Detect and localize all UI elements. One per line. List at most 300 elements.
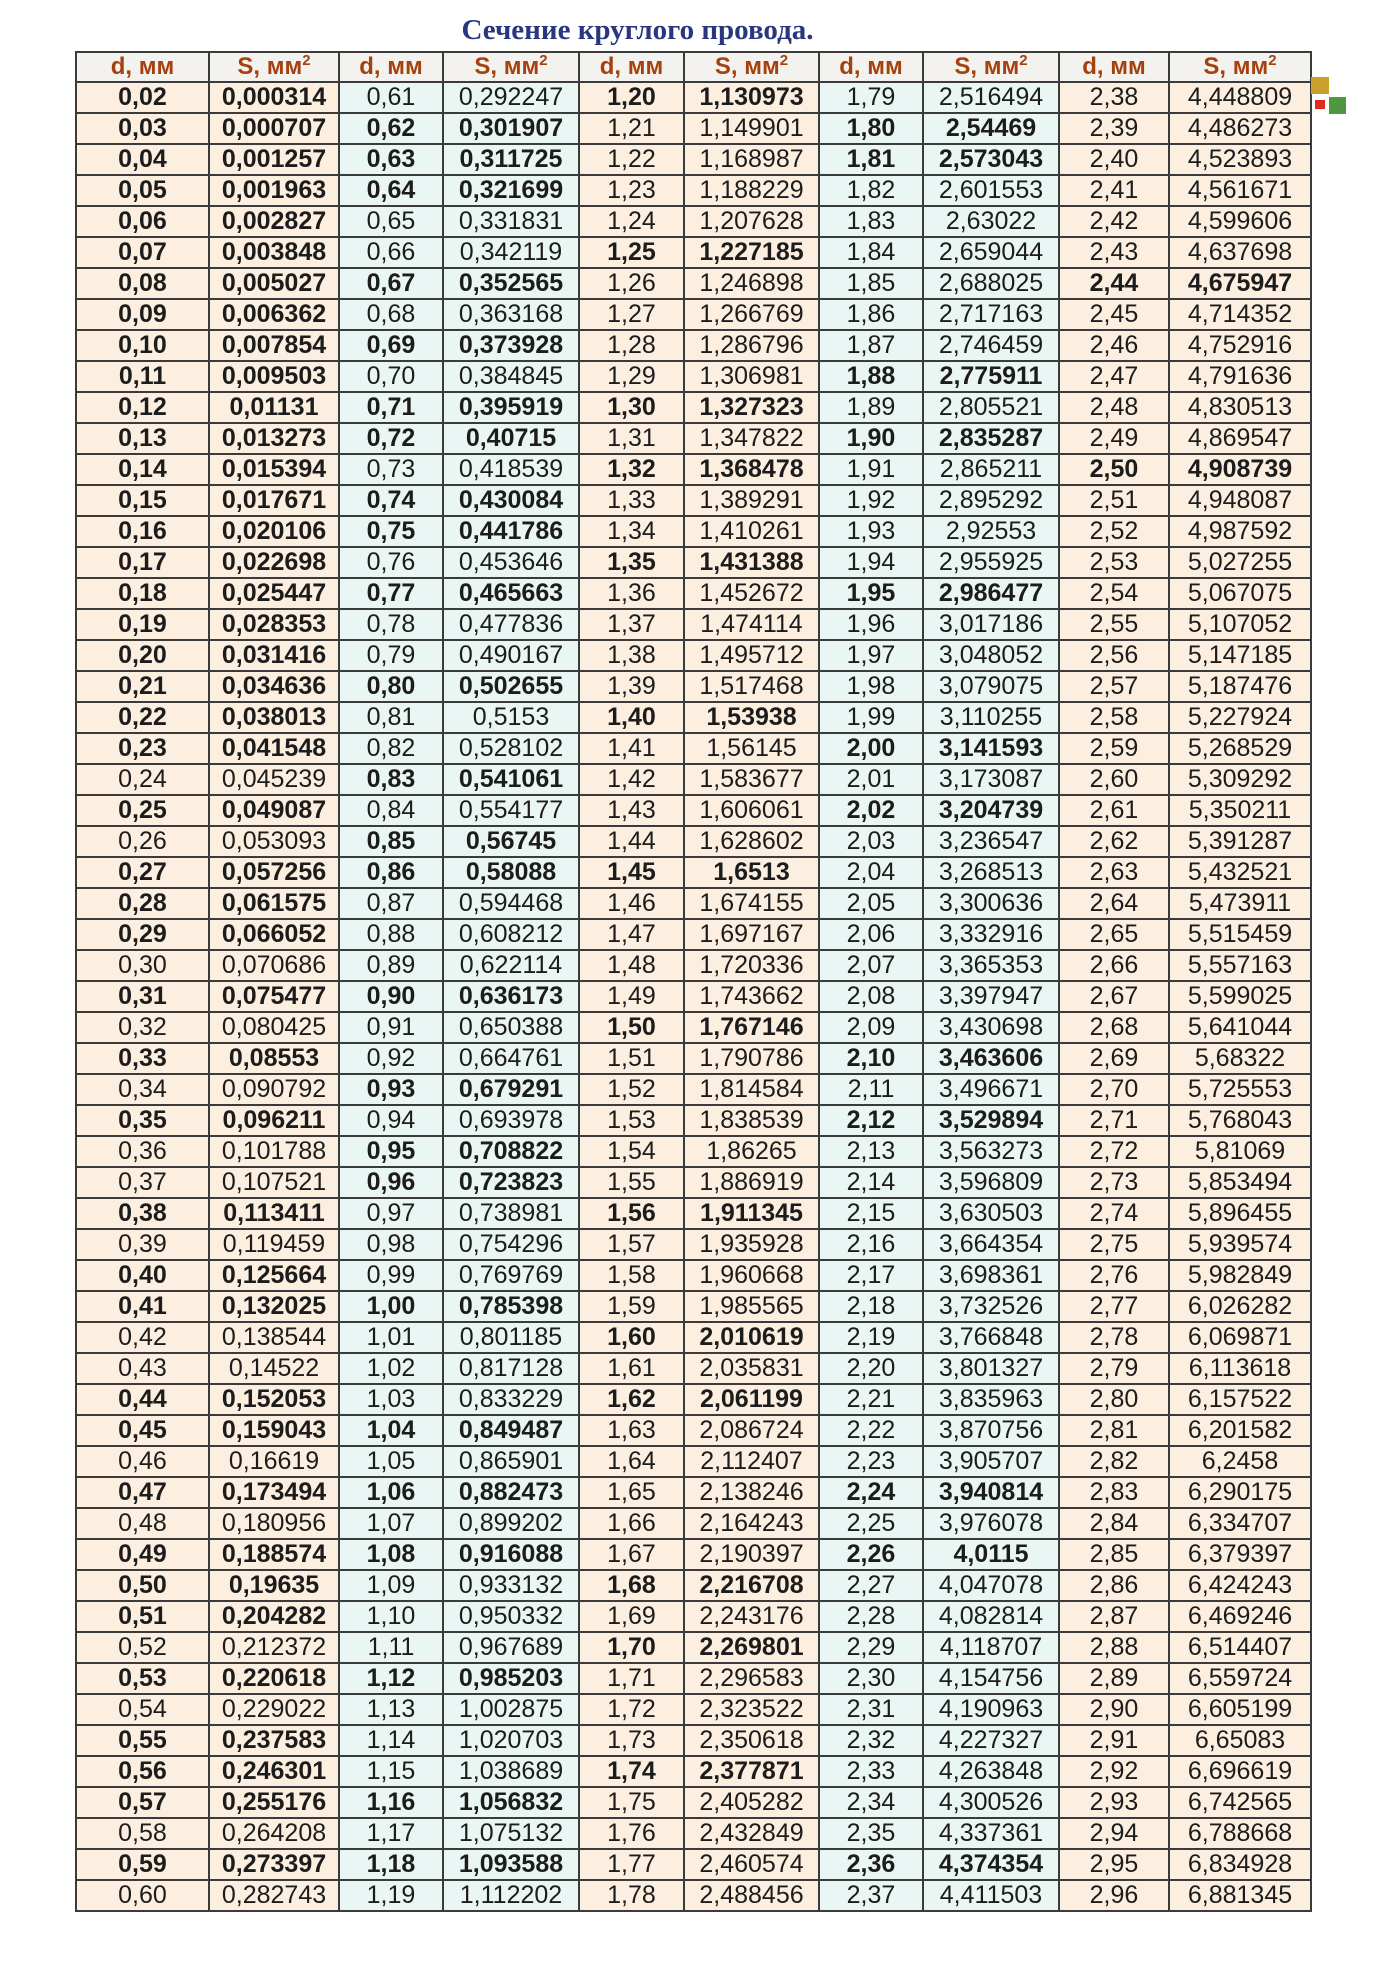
s-cell: 0,009503 [209,361,339,392]
d-cell: 2,70 [1059,1074,1169,1105]
d-cell: 2,18 [819,1291,923,1322]
s-cell: 6,696619 [1169,1756,1311,1787]
d-cell: 0,31 [76,981,209,1012]
table-row [76,950,1311,981]
d-cell: 1,61 [579,1353,684,1384]
table-row [76,1787,1311,1818]
d-cell: 0,32 [76,1012,209,1043]
d-cell: 2,68 [1059,1012,1169,1043]
header-cell-s: S, $мм^2$ [684,52,819,82]
s-cell: 0,754296 [443,1229,579,1260]
d-cell: 0,89 [339,950,443,981]
s-cell: 3,596809 [923,1167,1059,1198]
s-cell: 2,061199 [684,1384,819,1415]
d-cell: 1,07 [339,1508,443,1539]
s-cell: 0,899202 [443,1508,579,1539]
d-cell: 2,48 [1059,392,1169,423]
d-cell: 1,06 [339,1477,443,1508]
s-cell: 0,020106 [209,516,339,547]
s-cell: 4,448809 [1169,82,1311,113]
d-cell: 2,09 [819,1012,923,1043]
d-cell: 1,28 [579,330,684,361]
s-cell: 2,164243 [684,1508,819,1539]
d-cell: 0,24 [76,764,209,795]
s-cell: 0,490167 [443,640,579,671]
s-cell: 0,031416 [209,640,339,671]
s-cell: 3,976078 [923,1508,1059,1539]
d-cell: 1,22 [579,144,684,175]
d-cell: 1,84 [819,237,923,268]
table-row [76,578,1311,609]
s-cell: 5,268529 [1169,733,1311,764]
s-cell: 0,622114 [443,950,579,981]
d-cell: 2,23 [819,1446,923,1477]
d-cell: 2,63 [1059,857,1169,888]
table-row [76,1818,1311,1849]
d-cell: 1,09 [339,1570,443,1601]
s-cell: 3,870756 [923,1415,1059,1446]
s-cell: 1,246898 [684,268,819,299]
table-row [76,1384,1311,1415]
s-cell: 3,430698 [923,1012,1059,1043]
s-cell: 5,557163 [1169,950,1311,981]
d-cell: 0,39 [76,1229,209,1260]
s-cell: 0,229022 [209,1694,339,1725]
s-cell: 0,465663 [443,578,579,609]
s-cell: 2,659044 [923,237,1059,268]
s-cell: 0,025447 [209,578,339,609]
d-cell: 2,69 [1059,1043,1169,1074]
d-cell: 2,80 [1059,1384,1169,1415]
d-cell: 1,24 [579,206,684,237]
d-cell: 2,89 [1059,1663,1169,1694]
d-cell: 0,93 [339,1074,443,1105]
s-cell: 3,236547 [923,826,1059,857]
header-cell-d: d, мм [579,52,684,82]
s-cell: 1,886919 [684,1167,819,1198]
s-cell: 0,342119 [443,237,579,268]
d-cell: 2,60 [1059,764,1169,795]
d-cell: 0,08 [76,268,209,299]
d-cell: 1,66 [579,1508,684,1539]
s-cell: 0,049087 [209,795,339,826]
s-cell: 1,517468 [684,671,819,702]
d-cell: 1,00 [339,1291,443,1322]
s-cell: 0,430084 [443,485,579,516]
d-cell: 2,78 [1059,1322,1169,1353]
s-cell: 1,410261 [684,516,819,547]
s-cell: 3,835963 [923,1384,1059,1415]
d-cell: 0,91 [339,1012,443,1043]
d-cell: 0,99 [339,1260,443,1291]
table-row [76,671,1311,702]
s-cell: 0,132025 [209,1291,339,1322]
table-row [76,888,1311,919]
d-cell: 2,76 [1059,1260,1169,1291]
table-row [76,1849,1311,1880]
s-cell: 0,650388 [443,1012,579,1043]
table-row [76,485,1311,516]
s-cell: 0,041548 [209,733,339,764]
d-cell: 1,36 [579,578,684,609]
s-cell: 0,237583 [209,1725,339,1756]
s-cell: 0,005027 [209,268,339,299]
d-cell: 2,59 [1059,733,1169,764]
s-cell: 6,157522 [1169,1384,1311,1415]
d-cell: 2,71 [1059,1105,1169,1136]
d-cell: 0,44 [76,1384,209,1415]
header-cell-d: d, мм [1059,52,1169,82]
s-cell: 6,469246 [1169,1601,1311,1632]
d-cell: 0,17 [76,547,209,578]
s-cell: 5,81069 [1169,1136,1311,1167]
s-cell: 0,395919 [443,392,579,423]
d-cell: 1,45 [579,857,684,888]
s-cell: 2,350618 [684,1725,819,1756]
table-row [76,1725,1311,1756]
s-cell: 6,424243 [1169,1570,1311,1601]
table-row [76,454,1311,485]
d-cell: 2,62 [1059,826,1169,857]
s-cell: 0,096211 [209,1105,339,1136]
d-cell: 2,44 [1059,268,1169,299]
d-cell: 0,83 [339,764,443,795]
d-cell: 0,47 [76,1477,209,1508]
d-cell: 2,42 [1059,206,1169,237]
s-cell: 1,227185 [684,237,819,268]
s-cell: 6,026282 [1169,1291,1311,1322]
table-row [76,1446,1311,1477]
d-cell: 1,03 [339,1384,443,1415]
d-cell: 2,15 [819,1198,923,1229]
d-cell: 0,19 [76,609,209,640]
d-cell: 0,51 [76,1601,209,1632]
table-row [76,1694,1311,1725]
d-cell: 2,24 [819,1477,923,1508]
s-cell: 6,379397 [1169,1539,1311,1570]
table-row [76,1353,1311,1384]
d-cell: 1,33 [579,485,684,516]
d-cell: 2,55 [1059,609,1169,640]
table-row [76,826,1311,857]
s-cell: 2,865211 [923,454,1059,485]
d-cell: 2,73 [1059,1167,1169,1198]
d-cell: 2,64 [1059,888,1169,919]
d-cell: 2,31 [819,1694,923,1725]
d-cell: 0,26 [76,826,209,857]
d-cell: 1,50 [579,1012,684,1043]
d-cell: 0,64 [339,175,443,206]
s-cell: 0,769769 [443,1260,579,1291]
d-cell: 1,44 [579,826,684,857]
d-cell: 0,38 [76,1198,209,1229]
table-row [76,1198,1311,1229]
s-cell: 2,601553 [923,175,1059,206]
s-cell: 0,188574 [209,1539,339,1570]
d-cell: 1,51 [579,1043,684,1074]
s-cell: 0,022698 [209,547,339,578]
s-cell: 5,515459 [1169,919,1311,950]
d-cell: 0,75 [339,516,443,547]
d-cell: 2,08 [819,981,923,1012]
s-cell: 0,264208 [209,1818,339,1849]
table-row [76,733,1311,764]
d-cell: 0,07 [76,237,209,268]
d-cell: 2,90 [1059,1694,1169,1725]
s-cell: 2,323522 [684,1694,819,1725]
d-cell: 0,68 [339,299,443,330]
d-cell: 1,64 [579,1446,684,1477]
d-cell: 1,63 [579,1415,684,1446]
s-cell: 1,168987 [684,144,819,175]
table-row [76,1043,1311,1074]
d-cell: 1,76 [579,1818,684,1849]
d-cell: 0,16 [76,516,209,547]
s-cell: 0,352565 [443,268,579,299]
d-cell: 1,72 [579,1694,684,1725]
s-cell: 4,637698 [1169,237,1311,268]
s-cell: 4,714352 [1169,299,1311,330]
d-cell: 1,43 [579,795,684,826]
s-cell: 2,216708 [684,1570,819,1601]
s-cell: 4,227327 [923,1725,1059,1756]
s-cell: 0,003848 [209,237,339,268]
d-cell: 0,94 [339,1105,443,1136]
d-cell: 0,25 [76,795,209,826]
table-row [76,1260,1311,1291]
s-cell: 1,628602 [684,826,819,857]
s-cell: 0,58088 [443,857,579,888]
d-cell: 2,36 [819,1849,923,1880]
table-row [76,516,1311,547]
d-cell: 0,66 [339,237,443,268]
s-cell: 2,688025 [923,268,1059,299]
d-cell: 0,41 [76,1291,209,1322]
s-cell: 2,432849 [684,1818,819,1849]
s-cell: 0,061575 [209,888,339,919]
s-cell: 0,173494 [209,1477,339,1508]
s-cell: 0,817128 [443,1353,579,1384]
s-cell: 1,474114 [684,609,819,640]
s-cell: 1,606061 [684,795,819,826]
s-cell: 2,460574 [684,1849,819,1880]
s-cell: 3,300636 [923,888,1059,919]
d-cell: 0,55 [76,1725,209,1756]
d-cell: 2,51 [1059,485,1169,516]
s-cell: 0,785398 [443,1291,579,1322]
s-cell: 3,630503 [923,1198,1059,1229]
s-cell: 0,541061 [443,764,579,795]
s-cell: 3,732526 [923,1291,1059,1322]
d-cell: 2,00 [819,733,923,764]
d-cell: 0,33 [76,1043,209,1074]
d-cell: 1,08 [339,1539,443,1570]
d-cell: 2,85 [1059,1539,1169,1570]
s-cell: 2,573043 [923,144,1059,175]
s-cell: 0,204282 [209,1601,339,1632]
d-cell: 2,37 [819,1880,923,1911]
s-cell: 3,940814 [923,1477,1059,1508]
s-cell: 5,067075 [1169,578,1311,609]
table-row [76,1167,1311,1198]
s-cell: 0,292247 [443,82,579,113]
d-cell: 2,33 [819,1756,923,1787]
s-cell: 1,767146 [684,1012,819,1043]
d-cell: 0,28 [76,888,209,919]
s-cell: 0,882473 [443,1477,579,1508]
s-cell: 5,391287 [1169,826,1311,857]
d-cell: 0,21 [76,671,209,702]
s-cell: 4,523893 [1169,144,1311,175]
d-cell: 2,03 [819,826,923,857]
d-cell: 1,94 [819,547,923,578]
d-cell: 1,17 [339,1818,443,1849]
s-cell: 1,674155 [684,888,819,919]
s-cell: 0,331831 [443,206,579,237]
s-cell: 1,431388 [684,547,819,578]
d-cell: 2,82 [1059,1446,1169,1477]
s-cell: 0,057256 [209,857,339,888]
s-cell: 2,296583 [684,1663,819,1694]
d-cell: 1,15 [339,1756,443,1787]
s-cell: 1,093588 [443,1849,579,1880]
table-row [76,268,1311,299]
d-cell: 1,20 [579,82,684,113]
d-cell: 0,81 [339,702,443,733]
d-cell: 1,02 [339,1353,443,1384]
s-cell: 1,86265 [684,1136,819,1167]
s-cell: 2,986477 [923,578,1059,609]
table-row [76,237,1311,268]
s-cell: 5,599025 [1169,981,1311,1012]
s-cell: 0,16619 [209,1446,339,1477]
s-cell: 0,119459 [209,1229,339,1260]
d-cell: 1,78 [579,1880,684,1911]
s-cell: 0,180956 [209,1508,339,1539]
table-row [76,1601,1311,1632]
s-cell: 0,19635 [209,1570,339,1601]
d-cell: 1,97 [819,640,923,671]
d-cell: 2,25 [819,1508,923,1539]
s-cell: 0,708822 [443,1136,579,1167]
d-cell: 1,55 [579,1167,684,1198]
s-cell: 3,801327 [923,1353,1059,1384]
s-cell: 0,255176 [209,1787,339,1818]
d-cell: 1,11 [339,1632,443,1663]
s-cell: 4,337361 [923,1818,1059,1849]
d-cell: 2,35 [819,1818,923,1849]
d-cell: 1,49 [579,981,684,1012]
s-cell: 0,013273 [209,423,339,454]
s-cell: 2,775911 [923,361,1059,392]
green-square-icon [1329,97,1346,114]
d-cell: 0,04 [76,144,209,175]
d-cell: 0,70 [339,361,443,392]
d-cell: 1,80 [819,113,923,144]
d-cell: 0,76 [339,547,443,578]
s-cell: 4,675947 [1169,268,1311,299]
s-cell: 2,269801 [684,1632,819,1663]
s-cell: 2,746459 [923,330,1059,361]
d-cell: 1,21 [579,113,684,144]
d-cell: 0,73 [339,454,443,485]
s-cell: 0,664761 [443,1043,579,1074]
s-cell: 2,516494 [923,82,1059,113]
d-cell: 1,77 [579,1849,684,1880]
s-cell: 6,788668 [1169,1818,1311,1849]
s-cell: 6,605199 [1169,1694,1311,1725]
table-row [76,547,1311,578]
d-cell: 2,40 [1059,144,1169,175]
s-cell: 2,377871 [684,1756,819,1787]
s-cell: 4,869547 [1169,423,1311,454]
s-cell: 4,082814 [923,1601,1059,1632]
d-cell: 0,80 [339,671,443,702]
d-cell: 2,07 [819,950,923,981]
table-row [76,144,1311,175]
d-cell: 0,84 [339,795,443,826]
yellow-square-icon [1311,77,1329,94]
s-cell: 0,125664 [209,1260,339,1291]
s-cell: 4,486273 [1169,113,1311,144]
d-cell: 2,01 [819,764,923,795]
d-cell: 1,41 [579,733,684,764]
d-cell: 1,86 [819,299,923,330]
s-cell: 2,010619 [684,1322,819,1353]
s-cell: 0,002827 [209,206,339,237]
s-cell: 1,149901 [684,113,819,144]
d-cell: 2,53 [1059,547,1169,578]
d-cell: 1,68 [579,1570,684,1601]
s-cell: 4,300526 [923,1787,1059,1818]
d-cell: 0,54 [76,1694,209,1725]
d-cell: 2,81 [1059,1415,1169,1446]
d-cell: 0,30 [76,950,209,981]
d-cell: 0,60 [76,1880,209,1911]
d-cell: 1,70 [579,1632,684,1663]
d-cell: 1,38 [579,640,684,671]
s-cell: 0,080425 [209,1012,339,1043]
d-cell: 2,39 [1059,113,1169,144]
s-cell: 1,130973 [684,82,819,113]
s-cell: 0,007854 [209,330,339,361]
s-cell: 2,112407 [684,1446,819,1477]
d-cell: 1,37 [579,609,684,640]
d-cell: 2,29 [819,1632,923,1663]
d-cell: 2,32 [819,1725,923,1756]
d-cell: 2,27 [819,1570,923,1601]
table-row [76,113,1311,144]
d-cell: 1,62 [579,1384,684,1415]
s-cell: 2,035831 [684,1353,819,1384]
d-cell: 1,58 [579,1260,684,1291]
s-cell: 4,118707 [923,1632,1059,1663]
s-cell: 0,418539 [443,454,579,485]
d-cell: 2,34 [819,1787,923,1818]
d-cell: 0,12 [76,392,209,423]
s-cell: 4,830513 [1169,392,1311,423]
d-cell: 0,14 [76,454,209,485]
table-row [76,1136,1311,1167]
d-cell: 1,60 [579,1322,684,1353]
s-cell: 4,908739 [1169,454,1311,485]
s-cell: 0,967689 [443,1632,579,1663]
s-cell: 4,411503 [923,1880,1059,1911]
s-cell: 1,207628 [684,206,819,237]
header-cell-d: d, мм [339,52,443,82]
d-cell: 2,84 [1059,1508,1169,1539]
s-cell: 0,045239 [209,764,339,795]
